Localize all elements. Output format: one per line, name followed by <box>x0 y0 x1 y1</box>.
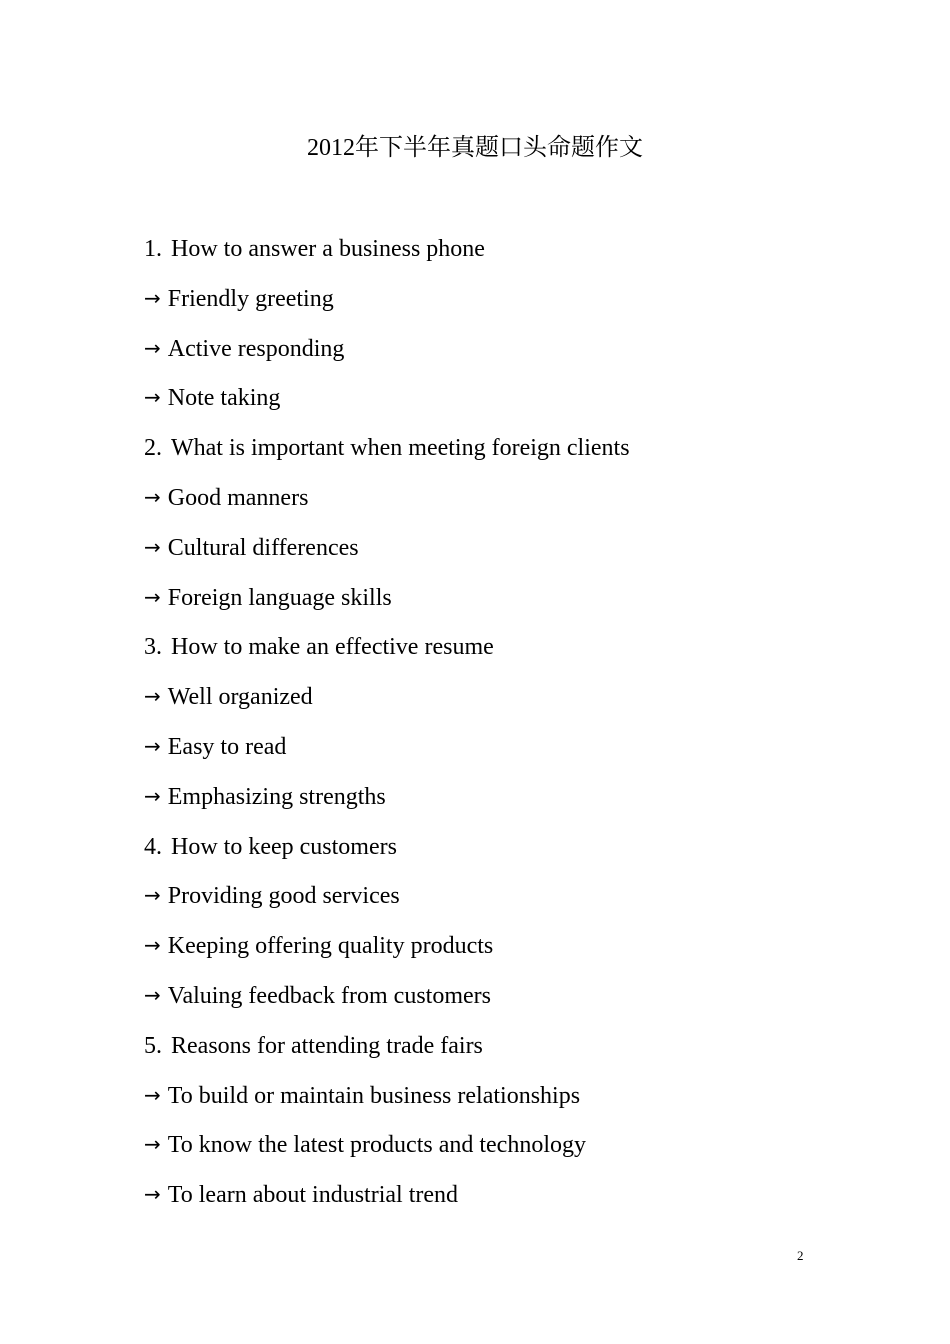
point-text: Note taking <box>167 385 281 412</box>
list-item <box>144 1079 630 1129</box>
list-item <box>144 680 630 730</box>
list-item <box>144 581 630 631</box>
list-item <box>144 730 630 780</box>
topic-number: 5. <box>144 1032 162 1059</box>
topic-heading <box>144 1029 630 1079</box>
right-arrow-icon: → <box>144 883 161 908</box>
list-item <box>144 1178 630 1228</box>
list-item <box>144 929 630 979</box>
right-arrow-icon: → <box>144 335 161 360</box>
list-item <box>144 282 630 332</box>
right-arrow-icon: → <box>144 1082 161 1107</box>
list-item <box>144 879 630 929</box>
topic-heading <box>144 232 630 282</box>
topic-title: How to keep customers <box>171 833 397 860</box>
topic-title: How to make an effective resume <box>171 634 494 661</box>
point-text: To know the latest products and technology <box>167 1132 586 1159</box>
topic-heading <box>144 431 630 481</box>
right-arrow-icon: → <box>144 684 161 709</box>
right-arrow-icon: → <box>144 783 161 808</box>
right-arrow-icon: → <box>144 1182 161 1207</box>
topic-title: What is important when meeting foreign clients <box>171 435 630 462</box>
topic-title: Reasons for attending trade fairs <box>171 1032 483 1059</box>
point-text: Foreign language skills <box>167 584 392 611</box>
right-arrow-icon: → <box>144 733 161 758</box>
point-text: To learn about industrial trend <box>167 1182 459 1209</box>
right-arrow-icon: → <box>144 1132 161 1157</box>
topic-number: 3. <box>144 634 162 661</box>
topic-number: 2. <box>144 435 162 462</box>
topic-number: 4. <box>144 833 162 860</box>
list-item <box>144 481 630 531</box>
right-arrow-icon: → <box>144 534 161 559</box>
page-title: 2012年下半年真题口头命题作文 <box>307 135 643 161</box>
point-text: Keeping offering quality products <box>167 933 494 960</box>
topic-number: 1. <box>144 236 162 262</box>
point-text: Providing good services <box>167 883 400 910</box>
list-item <box>144 332 630 382</box>
point-text: Good manners <box>167 484 309 511</box>
list-item <box>144 979 630 1029</box>
right-arrow-icon: → <box>144 933 161 958</box>
right-arrow-icon: → <box>144 484 161 509</box>
list-item <box>144 531 630 581</box>
right-arrow-icon: → <box>144 285 161 310</box>
topic-title: How to answer a business phone <box>171 236 485 262</box>
point-text: Active responding <box>167 335 345 362</box>
point-text: Valuing feedback from customers <box>167 982 491 1009</box>
right-arrow-icon: → <box>144 982 161 1007</box>
point-text: To build or maintain business relationships <box>167 1082 581 1109</box>
point-text: Cultural differences <box>167 534 359 561</box>
page-number: 2 <box>797 1248 804 1263</box>
right-arrow-icon: → <box>144 584 161 609</box>
topic-heading <box>144 830 630 880</box>
list-item <box>144 780 630 830</box>
list-item <box>144 1128 630 1178</box>
list-item <box>144 381 630 431</box>
point-text: Friendly greeting <box>167 285 334 312</box>
point-text: Easy to read <box>167 733 287 760</box>
topic-heading <box>144 630 630 680</box>
right-arrow-icon: → <box>144 385 161 410</box>
topic-list <box>144 232 630 1228</box>
point-text: Emphasizing strengths <box>167 783 386 810</box>
point-text: Well organized <box>167 684 313 711</box>
